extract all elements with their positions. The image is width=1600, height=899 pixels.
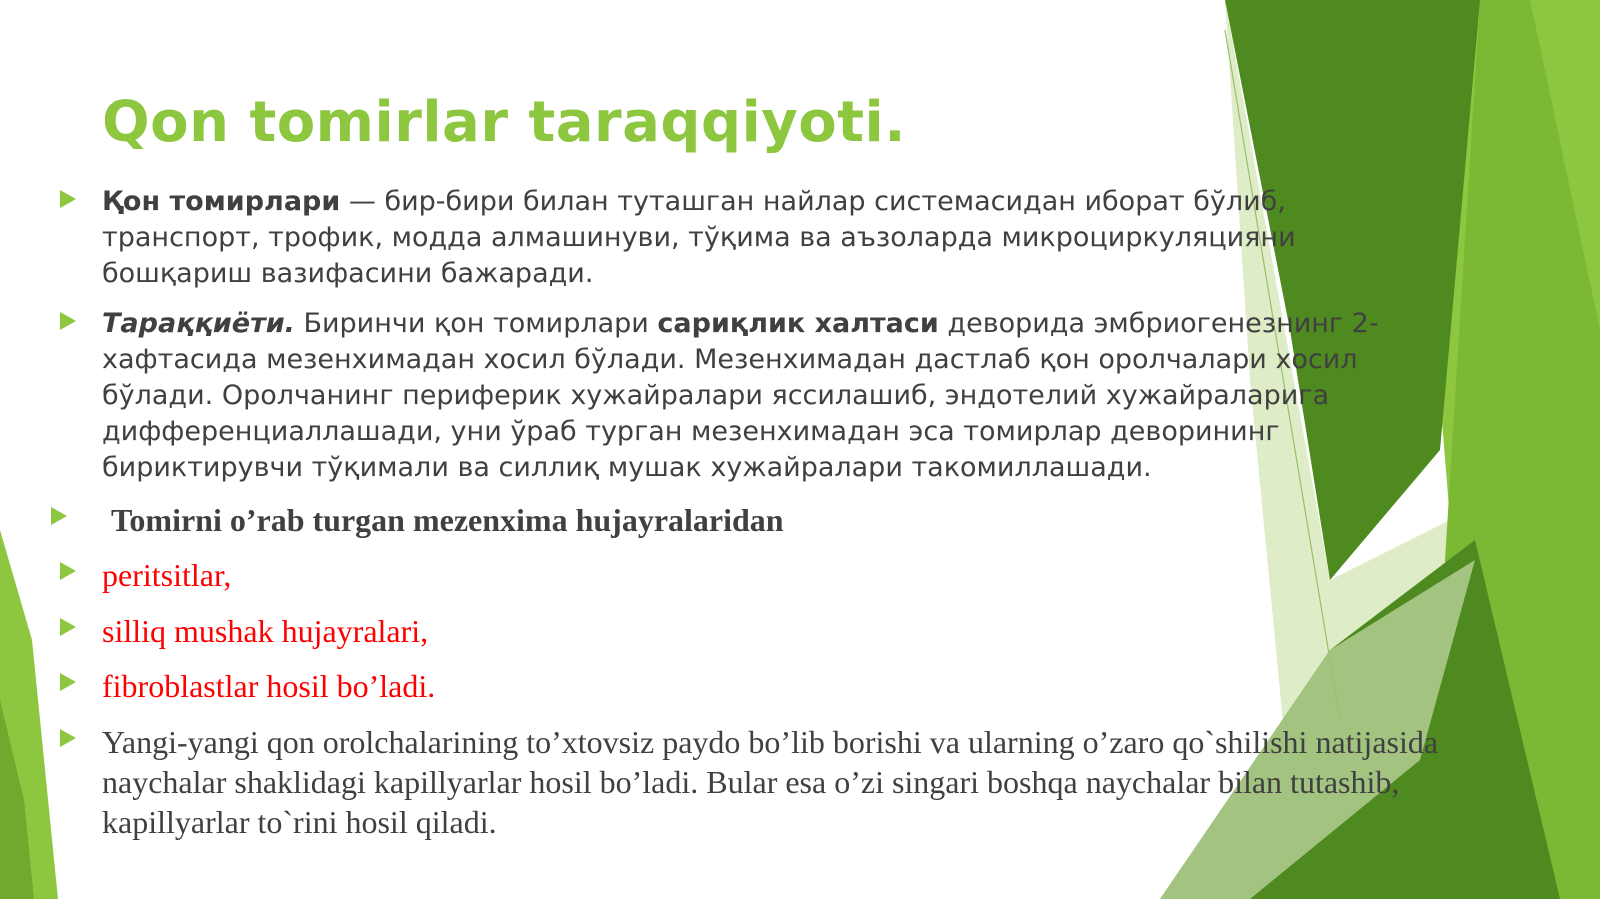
bullet-item-capillaries [102,722,1472,842]
green-triangle-bullet-icon [60,673,76,691]
term-qon-tomirlari: Қон томирлари [102,186,341,217]
fibroblasts-text: fibroblastlar hosil bo’ladi. [102,668,436,704]
mesenchyme-heading-text: Tomirni o’rab turgan mezenxima hujayralaridan [111,502,784,538]
term-taraqqiyoti: Тараққиёти. [102,308,295,339]
bullet-item-fibroblasts [102,666,1402,706]
bullet-item-mesenchyme-heading [102,500,1411,540]
pericytes-text: peritsitlar, [102,557,232,593]
green-triangle-bullet-icon [60,618,76,636]
bullet-item-pericytes [102,555,1402,595]
term-yolk-sac: сариқлик халтаси [657,308,939,339]
development-text-after: деворида эмбриогенезнинг 2-хафтасида мезенхимадан хосил бўлади. Мезенхимадан дастлаб қон оролчалари хосил бўлади. Оролчанинг периферик хужайралари яссилашиб, эндотелий хужайраларига дифференциаллашади, уни ўраб турган мезенхимадан эса томирлар деворининг бириктирувчи тўқимали ва силлиқ мушак хужайралари такомиллашади. [102,308,1379,483]
bullet-item-definition [102,184,1322,292]
definition-text: — бир-бири билан туташган найлар системасидан иборат бўлиб, транспорт, трофик, модда алмашинуви, тўқима ва аъзоларда микроциркуляцияни бошқариш вазифасини бажаради. [102,186,1296,289]
capillaries-text: Yangi-yangi qon orolchalarining to’xtovsiz paydo bo’lib borishi va ularning o’zaro qo`shilishi natijasida naychalar shaklidagi kapillyarlar hosil bo’ladi. Bular esa o’zi singari boshqa naychalar bilan tutashib, kapillyarlar to`rini hosil qiladi. [102,724,1439,840]
green-triangle-bullet-icon [51,507,67,525]
green-triangle-bullet-icon [60,312,76,330]
slide-title: Qon tomirlar taraqqiyoti. [102,90,906,155]
green-triangle-bullet-icon [60,562,76,580]
bullet-item-development [102,306,1422,486]
green-triangle-bullet-icon [60,190,76,208]
bullet-item-smooth-muscle [102,611,1402,651]
smooth-muscle-text: silliq mushak hujayralari, [102,613,429,649]
green-triangle-bullet-icon [60,729,76,747]
development-text-before: Биринчи қон томирлари [294,308,658,339]
